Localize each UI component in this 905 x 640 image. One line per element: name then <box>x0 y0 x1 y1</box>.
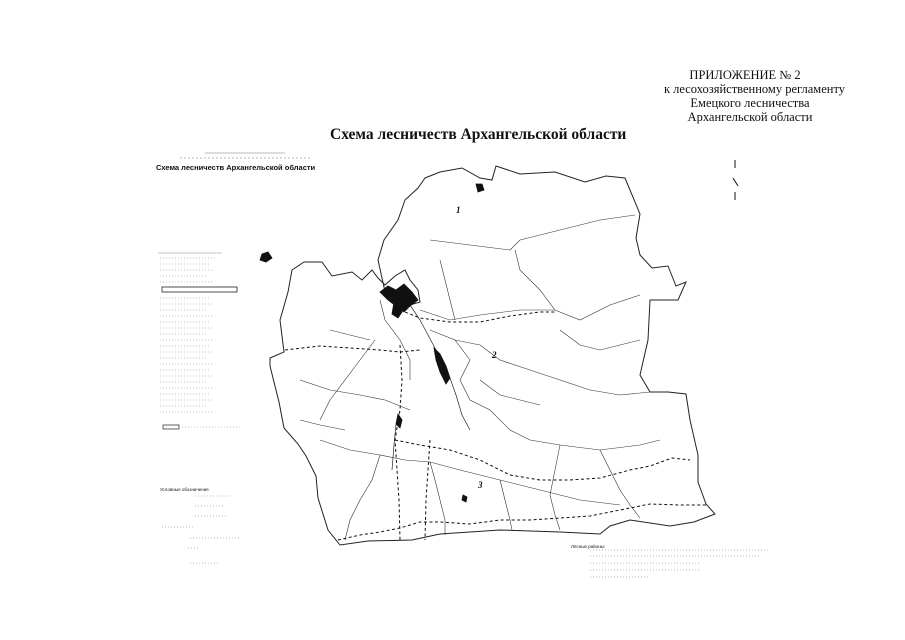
region-label-2: 2 <box>492 350 497 360</box>
district-borders <box>300 215 660 540</box>
page-title: Схема лесничеств Архангельской области <box>330 126 627 143</box>
forest-regions-legend <box>590 550 770 577</box>
region-label-1: 1 <box>456 205 461 215</box>
legend-heading: Условные обозначения <box>160 487 209 492</box>
appendix-region-name: Архангельской области <box>687 110 813 124</box>
forest-regions-heading: Лесные районы: <box>571 544 606 549</box>
water-features <box>260 184 484 502</box>
inner-header-lines <box>180 153 310 158</box>
forest-region-boundaries <box>285 310 706 540</box>
appendix-reference: к лесохозяйственному регламенту <box>663 82 845 96</box>
appendix-number: ПРИЛОЖЕНИЕ № 2 <box>689 68 801 82</box>
inner-map-title: Схема лесничеств Архангельской области <box>156 163 316 172</box>
region-label-3: 3 <box>478 480 483 490</box>
north-arrow <box>733 160 738 200</box>
legend-table <box>158 253 240 429</box>
appendix-forestry-name: Емецкого лесничества <box>690 96 810 110</box>
symbol-legend <box>162 496 240 563</box>
rivers <box>392 305 470 470</box>
